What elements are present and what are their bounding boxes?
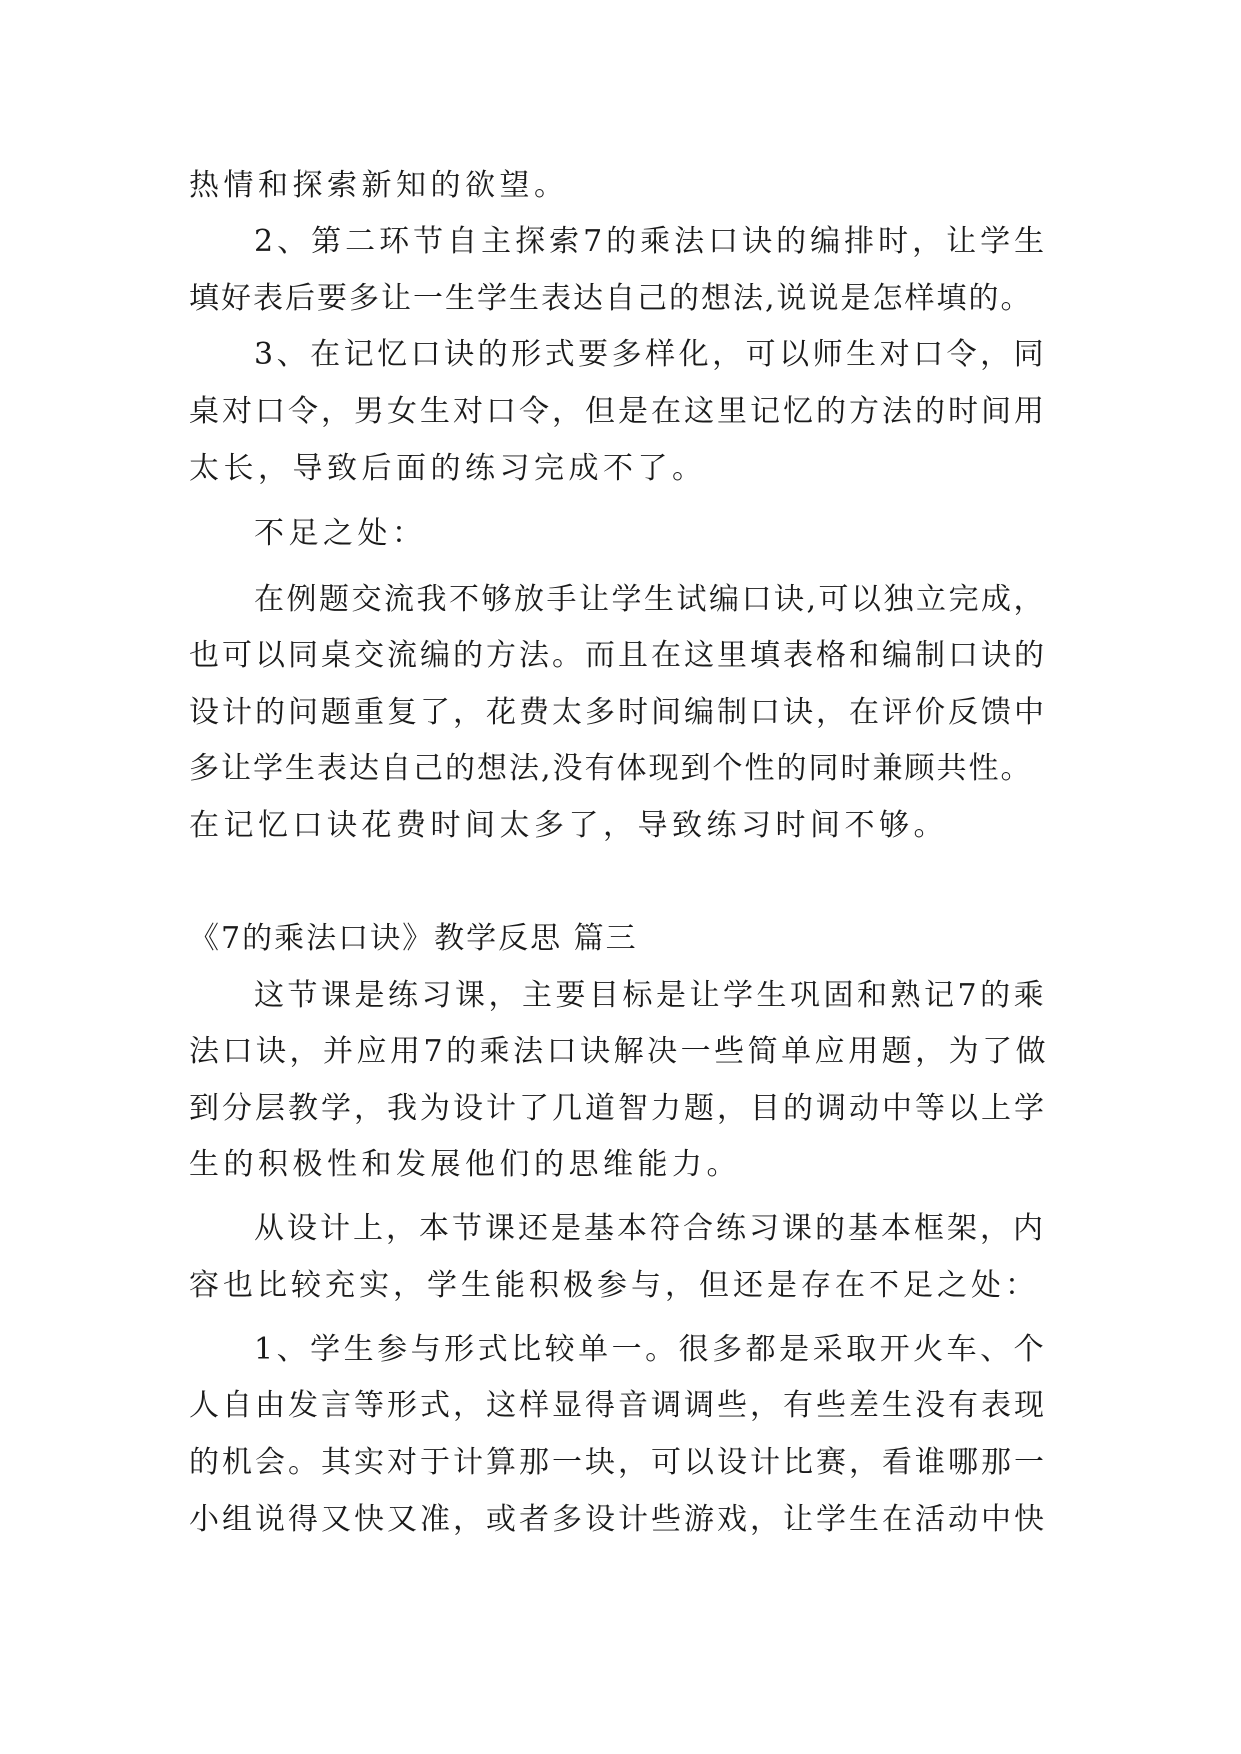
paragraph-line: 的机会。其实对于计算那一块，可以设计比赛，看谁哪那一	[189, 1445, 1047, 1480]
paragraph-line: 法口诀，并应用7的乘法口诀解决一些简单应用题，为了做	[189, 1034, 1050, 1069]
paragraph-line: 填好表后要多让一生学生表达自己的想法,说说是怎样填的。	[189, 281, 1033, 316]
paragraph-line: 到分层教学，我为设计了几道智力题，目的调动中等以上学	[189, 1091, 1047, 1126]
paragraph-line: 人自由发言等形式，这样显得音调调些，有些差生没有表现	[189, 1388, 1047, 1423]
paragraph-line: 1、学生参与形式比较单一。很多都是采取开火车、个	[254, 1332, 1048, 1367]
paragraph-line: 也可以同桌交流编的方法。而且在这里填表格和编制口诀的	[189, 638, 1047, 673]
paragraph-line: 在记忆口诀花费时间太多了，导致练习时间不够。	[189, 808, 948, 843]
paragraph-line: 热情和探索新知的欲望。	[189, 168, 569, 203]
paragraph-line: 桌对口令，男女生对口令，但是在这里记忆的方法的时间用	[189, 394, 1047, 429]
paragraph-line: 设计的问题重复了，花费太多时间编制口诀，在评价反馈中	[189, 695, 1047, 730]
paragraph-line: 生的积极性和发展他们的思维能力。	[189, 1147, 741, 1182]
paragraph-line: 3、在记忆口诀的形式要多样化，可以师生对口令，同	[254, 337, 1048, 372]
paragraph-line: 从设计上，本节课还是基本符合练习课的基本框架，内	[254, 1211, 1046, 1246]
section-title: 《7的乘法口诀》教学反思 篇三	[189, 921, 638, 956]
paragraph-line: 在例题交流我不够放手让学生试编口诀,可以独立完成，	[254, 582, 1047, 617]
paragraph-line: 容也比较充实，学生能积极参与，但还是存在不足之处：	[189, 1268, 1039, 1303]
paragraph-line: 小组说得又快又准，或者多设计些游戏，让学生在活动中快	[189, 1502, 1047, 1537]
subheading: 不足之处：	[254, 516, 427, 551]
paragraph-line: 2、第二环节自主探索7的乘法口诀的编排时，让学生	[254, 224, 1049, 259]
paragraph-line: 多让学生表达自己的想法,没有体现到个性的同时兼顾共性。	[189, 751, 1033, 786]
paragraph-line: 太长，导致后面的练习完成不了。	[189, 451, 707, 486]
paragraph-line: 这节课是练习课，主要目标是让学生巩固和熟记7的乘	[254, 978, 1048, 1013]
